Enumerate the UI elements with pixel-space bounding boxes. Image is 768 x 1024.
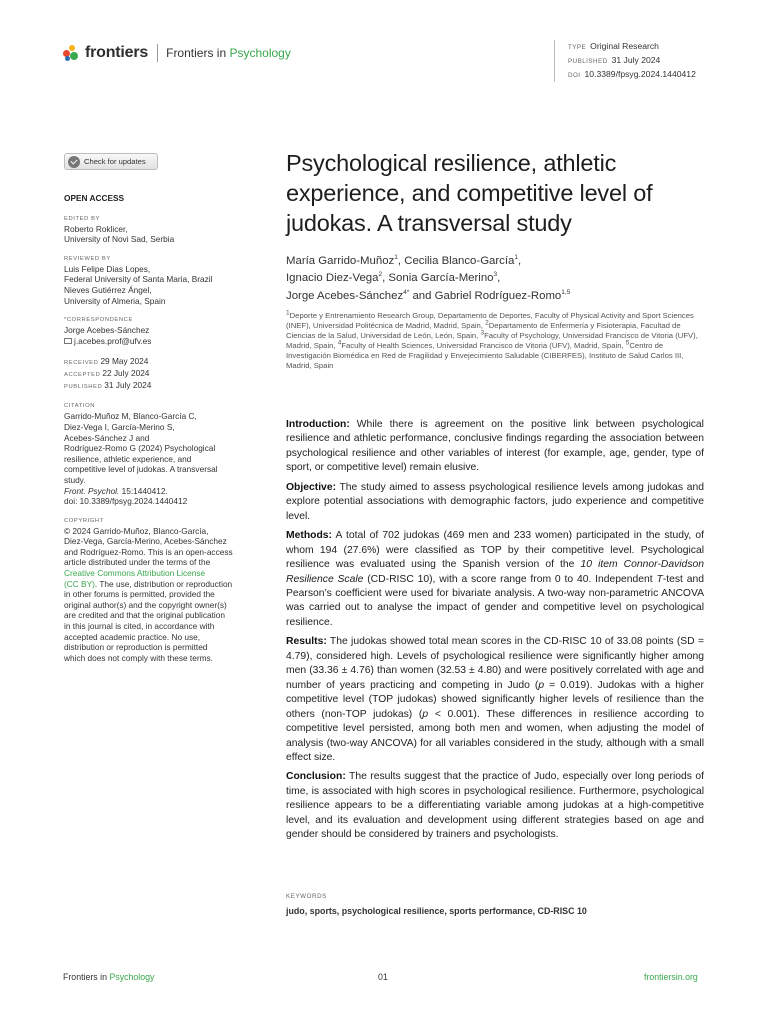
abstract-heading: Objective: bbox=[286, 481, 337, 493]
author-affiliation-marker: 1 bbox=[514, 254, 518, 262]
author-separator: , bbox=[382, 272, 389, 285]
abstract-heading: Introduction: bbox=[286, 419, 350, 430]
citation-line: Rodríguez-Romo G (2024) Psychological bbox=[64, 443, 216, 454]
correspondence-email[interactable]: j.acebes.prof@ufv.es bbox=[74, 335, 152, 346]
check-for-updates-button[interactable] bbox=[64, 153, 158, 170]
abstract-text: < 0.001). These differences in resilience according to competitive level persisted, among both men and women, when adjusting the model of analysis (two-way ANCOVA) for all variables considered in the study, although with a small effect size. bbox=[286, 708, 704, 763]
affiliation-text: Departamento de Enfermería y Fisioterapia, Facultad de Ciencias de la Salud, Universidad de León, León, Spain, bbox=[286, 321, 681, 341]
frontiers-logo-icon bbox=[63, 44, 81, 62]
dates bbox=[64, 356, 244, 392]
footer-journal-prefix: Frontiers in bbox=[63, 972, 110, 982]
meta-doi-label: DOI bbox=[568, 72, 581, 79]
author-separator: , bbox=[397, 255, 405, 267]
published-date: 31 July 2024 bbox=[104, 380, 152, 391]
published-label: PUBLISHED bbox=[64, 384, 103, 391]
citation-journal: Front. Psychol. bbox=[64, 485, 120, 496]
copyright-line: in other forums is permitted, provided the bbox=[64, 589, 215, 600]
author-affiliation-marker: 4* bbox=[403, 289, 410, 297]
abstract-italic: 10 item Connor-Davidson Resilience Scale bbox=[286, 559, 704, 585]
page-number: 01 bbox=[378, 972, 388, 982]
abstract bbox=[286, 418, 704, 848]
abstract-objective bbox=[286, 481, 704, 524]
abstract-heading: Results: bbox=[286, 636, 327, 648]
correspondence-email-row[interactable] bbox=[64, 336, 244, 347]
accepted-row bbox=[64, 368, 244, 380]
abstract-italic: p bbox=[422, 708, 429, 720]
copyright-line: and Rodríguez-Romo. This is an open-access bbox=[64, 546, 233, 557]
affiliation-marker: 3 bbox=[480, 329, 485, 337]
copyright-label: COPYRIGHT bbox=[64, 517, 104, 524]
abstract-text: The results suggest that the practice of Judo, especially over long periods of time, is associated with high scores in psychological resilience. Furthermore, psychological resilience appears to be a differentiating variable among judokas at a high-competitive level, and its evaluation and development using different strategies based on age and gender should be considered by trainers and psychologists. bbox=[286, 771, 704, 841]
abstract-text: -test and Pearson’s coefficient were used for bivariate analysis. A two-way non-parametric ANCOVA was carried out to analyse the impact of gender and competitive level on psychological resilience. bbox=[286, 573, 705, 628]
frontiers-logo[interactable] bbox=[63, 42, 291, 64]
abstract-heading: Methods: bbox=[286, 530, 332, 542]
citation-line: Diez-Vega I, García-Merino S, bbox=[64, 421, 175, 432]
citation-journal-line bbox=[64, 486, 244, 497]
citation-line: Garrido-Muñoz M, Blanco-García C, bbox=[64, 411, 197, 422]
received-date: 29 May 2024 bbox=[100, 356, 149, 367]
footer-site-link[interactable]: frontiersin.org bbox=[644, 972, 698, 982]
citation-volume: 15:1440412. bbox=[119, 485, 168, 496]
logo-divider bbox=[157, 44, 158, 62]
abstract-text: = 0.019). Judokas with a higher competitive level (TOP judokas) showed significantly higher levels of resilience than the others (non-TOP judokas) ( bbox=[286, 679, 704, 720]
copyright-line: accepted academic practice. No use, bbox=[64, 631, 201, 642]
author-separator: and bbox=[409, 289, 435, 302]
footer-journal[interactable] bbox=[63, 972, 154, 982]
meta-published-value: 31 July 2024 bbox=[611, 55, 661, 65]
copyright-line bbox=[64, 579, 244, 590]
published-row bbox=[64, 380, 244, 392]
footer-journal-field: Psychology bbox=[109, 972, 155, 982]
accepted-date: 22 July 2024 bbox=[102, 368, 150, 379]
reviewer-affiliation: Federal University of Santa Maria, Brazil bbox=[64, 274, 213, 285]
correspondence bbox=[64, 316, 244, 346]
open-access-label: OPEN ACCESS bbox=[64, 193, 125, 203]
citation-doi[interactable]: doi: 10.3389/fpsyg.2024.1440412 bbox=[64, 496, 188, 507]
citation-line: Acebes-Sánchez J and bbox=[64, 432, 150, 443]
author-list bbox=[286, 253, 706, 305]
abstract-text: While there is agreement on the positive link between psychological resilience and athletic performance, conclusive findings regarding the association between psychological resilience and other variables of interest (for example, age, gender, type of sport, or competitive level) remain elusive. bbox=[286, 419, 704, 474]
author-affiliation-marker: 2 bbox=[378, 271, 383, 279]
abstract-text: A total of 702 judokas (469 men and 233 women) participated in the study, of whom 194 (27.6%) were classified as TOP by their competitive level. Psychological resilience was evaluated using the Spanish version of the bbox=[286, 530, 704, 571]
abstract-methods bbox=[286, 529, 704, 630]
abstract-italic: p bbox=[538, 679, 545, 691]
citation-line: study. bbox=[64, 474, 86, 485]
received-row bbox=[64, 356, 244, 368]
journal-prefix: Frontiers in bbox=[166, 46, 230, 60]
article-title: Psychological resilience, athletic experience, and competitive level of judokas. A transversal study bbox=[286, 150, 653, 236]
reviewer-affiliation: University of Almeria, Spain bbox=[64, 295, 166, 306]
meta-doi[interactable] bbox=[568, 68, 696, 82]
edited-by bbox=[64, 215, 244, 245]
affiliation-marker: 1 bbox=[286, 309, 290, 317]
author-name[interactable]: Cecilia Blanco-García bbox=[404, 255, 515, 267]
author-separator: , bbox=[497, 272, 501, 285]
reviewed-by-label: REVIEWED BY bbox=[64, 255, 111, 262]
affiliation-marker: 4 bbox=[337, 339, 342, 347]
license-short-link[interactable]: (CC BY) bbox=[64, 578, 95, 589]
abstract-text: (CD-RISC 10), with a score range from 0 to 40. Independent bbox=[363, 573, 657, 585]
accepted-label: ACCEPTED bbox=[64, 372, 101, 379]
check-icon bbox=[68, 156, 80, 168]
affiliation-text: Centro de Investigación Biomédica en Red de Fragilidad y Envejecimiento Saludable (CIBERFES), Instituto de Salud Carlos III, Madrid, Spain bbox=[286, 341, 684, 371]
abstract-heading: Conclusion: bbox=[286, 771, 346, 783]
author-separator: , bbox=[518, 255, 522, 267]
journal-field: Psychology bbox=[229, 46, 291, 60]
affiliation-text: Faculty of Psychology, Universidad Francisco de Vitoria (UFV), Madrid, Spain, bbox=[286, 331, 698, 351]
license-link[interactable]: Creative Commons Attribution License bbox=[64, 568, 206, 579]
author-name[interactable]: Sonia García-Merino bbox=[388, 272, 494, 285]
keywords: judo, sports, psychological resilience, sports performance, CD-RISC 10 bbox=[286, 906, 587, 916]
meta-published bbox=[568, 54, 696, 68]
editor-affiliation: University of Novi Sad, Serbia bbox=[64, 234, 175, 245]
keywords-label: KEYWORDS bbox=[286, 893, 327, 900]
meta-type bbox=[568, 40, 696, 54]
abstract-introduction bbox=[286, 418, 704, 476]
reviewed-by bbox=[64, 255, 244, 306]
copyright-line: distribution or reproduction is permitted bbox=[64, 642, 208, 653]
copyright-line: which does not comply with these terms. bbox=[64, 652, 213, 663]
copyright-line: in this journal is cited, in accordance with bbox=[64, 621, 215, 632]
author-affiliation-marker: 1,5 bbox=[561, 289, 571, 297]
author-name[interactable]: María Garrido-Muñoz bbox=[286, 255, 395, 267]
affiliations bbox=[286, 311, 706, 372]
meta-doi-value[interactable]: 10.3389/fpsyg.2024.1440412 bbox=[584, 69, 696, 79]
author-name[interactable]: Jorge Acebes-Sánchez bbox=[286, 289, 404, 302]
brand-name: frontiers bbox=[85, 44, 149, 61]
copyright-line: article distributed under the terms of the bbox=[64, 557, 211, 568]
abstract-results bbox=[286, 635, 704, 765]
correspondence-label: *CORRESPONDENCE bbox=[64, 317, 133, 324]
edited-by-label: EDITED BY bbox=[64, 215, 101, 222]
citation-label: CITATION bbox=[64, 403, 95, 410]
journal-name bbox=[166, 46, 291, 60]
affiliation-marker: 2 bbox=[485, 319, 489, 327]
meta-type-value: Original Research bbox=[590, 41, 659, 51]
copyright bbox=[64, 517, 244, 664]
affiliation-text: Deporte y Entrenamiento Research Group, Departamento de Deportes, Faculty of Physical Activity and Sport Sciences (INEF), Universidad Politécnica de Madrid, Madrid, Spain, bbox=[286, 311, 694, 331]
sidebar bbox=[64, 193, 244, 673]
author-name[interactable]: Gabriel Rodríguez-Romo bbox=[434, 289, 562, 302]
copyright-text: . The use, distribution or reproduction bbox=[94, 578, 233, 589]
article-meta bbox=[554, 40, 696, 82]
citation-line: resilience, athletic experience, and bbox=[64, 453, 192, 464]
meta-published-label: PUBLISHED bbox=[568, 58, 608, 65]
affiliation-text: Faculty of Health Sciences, Universidad Francisco de Vitoria (UFV), Madrid, Spain, bbox=[341, 341, 626, 351]
copyright-line: Diez-Vega, García-Merino, Acebes-Sánchez bbox=[64, 536, 227, 547]
received-label: RECEIVED bbox=[64, 360, 99, 367]
abstract-conclusion bbox=[286, 770, 704, 842]
citation bbox=[64, 402, 244, 506]
check-for-updates-label: Check for updates bbox=[84, 157, 146, 166]
author-affiliation-marker: 1 bbox=[394, 254, 398, 262]
reviewer-name: Nieves Gutiérrez Ángel, bbox=[64, 284, 152, 295]
editor-name: Roberto Roklicer, bbox=[64, 223, 128, 234]
copyright-line: original author(s) and the copyright owner(s) bbox=[64, 599, 227, 610]
correspondence-name: Jorge Acebes-Sánchez bbox=[64, 325, 150, 336]
abstract-italic: T bbox=[656, 573, 663, 585]
author-name[interactable]: Ignacio Diez-Vega bbox=[286, 272, 379, 285]
abstract-text: The judokas showed total mean scores in the CD-RISC 10 of 33.08 points (SD = 4.79), considered high. Levels of psychological resilience were significantly higher among men (33.36 ± 4.76) than women (32.53 ± 4.80) and were positively correlated with age and number of years practicing and competing in Judo ( bbox=[286, 636, 704, 691]
affiliation-marker: 5 bbox=[625, 339, 630, 347]
author-affiliation-marker: 3 bbox=[493, 271, 498, 279]
abstract-text: The study aimed to assess psychological resilience levels among judokas and explore potential associations with demographic factors, judo experience and competitive level. bbox=[286, 481, 704, 522]
meta-type-label: TYPE bbox=[568, 44, 587, 51]
copyright-line: are credited and that the original publication bbox=[64, 610, 225, 621]
reviewer-name: Luis Felipe Dias Lopes, bbox=[64, 263, 151, 274]
mail-icon bbox=[64, 338, 72, 344]
copyright-line: © 2024 Garrido-Muñoz, Blanco-García, bbox=[64, 525, 209, 536]
citation-line: competitive level of judokas. A transversal bbox=[64, 464, 218, 475]
